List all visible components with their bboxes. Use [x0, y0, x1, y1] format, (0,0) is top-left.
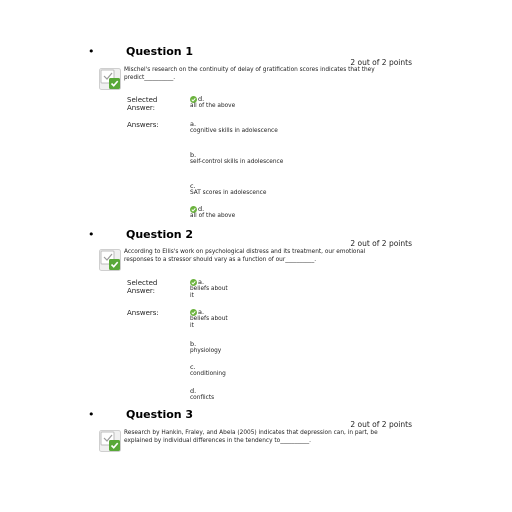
- answer-option-a: [190, 121, 290, 135]
- correct-question-icon: [99, 430, 121, 452]
- answer-letter: c.: [190, 363, 196, 371]
- answer-option-d: [190, 388, 290, 402]
- answer-text: physiology: [190, 347, 222, 354]
- answer-option-c: [190, 364, 290, 378]
- answer-text: beliefs about it: [190, 286, 228, 299]
- correct-check-icon: [190, 279, 197, 286]
- answer-text: conditioning: [190, 370, 226, 377]
- answer-letter: a.: [190, 120, 197, 128]
- answer-text: SAT scores in adolescence: [190, 189, 267, 196]
- selected-answer: [190, 279, 230, 300]
- correct-check-icon: [190, 96, 197, 103]
- question-points: 2 out of 2 points: [350, 420, 412, 429]
- selected-answer: [190, 96, 290, 110]
- question-bullet: •: [88, 45, 95, 58]
- answer-option-c: [190, 183, 300, 197]
- answer-option-a: [190, 309, 230, 330]
- question-text: Research by Hankin, Fraley, and Abela (2005) indicates that depression can, in part, be explained by individual differences in the tendency to__________.: [124, 430, 378, 444]
- answer-letter: b.: [190, 340, 197, 348]
- correct-check-icon: [190, 206, 197, 213]
- answers-label: Answers:: [127, 309, 159, 317]
- question-title: Question 1: [126, 45, 194, 58]
- answer-text: all of the above: [190, 103, 236, 109]
- question-title: Question 2: [126, 228, 194, 241]
- correct-check-icon: [190, 309, 197, 316]
- answer-text: all of the above: [190, 213, 236, 219]
- selected-answer-label: Selected Answer:: [127, 96, 158, 112]
- answer-letter: d.: [198, 205, 205, 214]
- question-title: Question 3: [126, 408, 194, 421]
- question-text: Mischel's research on the continuity of delay of gratification scores indicates that they predict__________.: [124, 67, 375, 81]
- question-bullet: •: [88, 408, 95, 421]
- correct-question-icon: [99, 249, 121, 271]
- correct-question-icon: [99, 68, 121, 90]
- answer-letter: d.: [198, 95, 205, 104]
- question-points: 2 out of 2 points: [350, 239, 412, 248]
- answer-letter: d.: [190, 387, 197, 395]
- answer-text: beliefs about it: [190, 316, 228, 329]
- answer-letter: a.: [198, 278, 205, 287]
- answer-option-b: [190, 341, 290, 355]
- answers-label: Answers:: [127, 121, 159, 129]
- question-points: 2 out of 2 points: [350, 58, 412, 67]
- question-text: According to Ellis's work on psychological distress and its treatment, our emotional responses to a stressor should vary as a function of our__________.: [124, 249, 366, 263]
- answer-text: self-control skills in adolescence: [190, 158, 284, 165]
- question-bullet: •: [88, 228, 95, 241]
- selected-answer-label: Selected Answer:: [127, 279, 158, 295]
- answer-option-b: [190, 152, 290, 166]
- answer-option-d: [190, 206, 290, 220]
- answer-letter: a.: [198, 308, 205, 317]
- answer-text: cognitive skills in adolescence: [190, 127, 278, 134]
- answer-text: conflicts: [190, 394, 215, 401]
- answer-letter: b.: [190, 151, 197, 159]
- answer-letter: c.: [190, 182, 196, 190]
